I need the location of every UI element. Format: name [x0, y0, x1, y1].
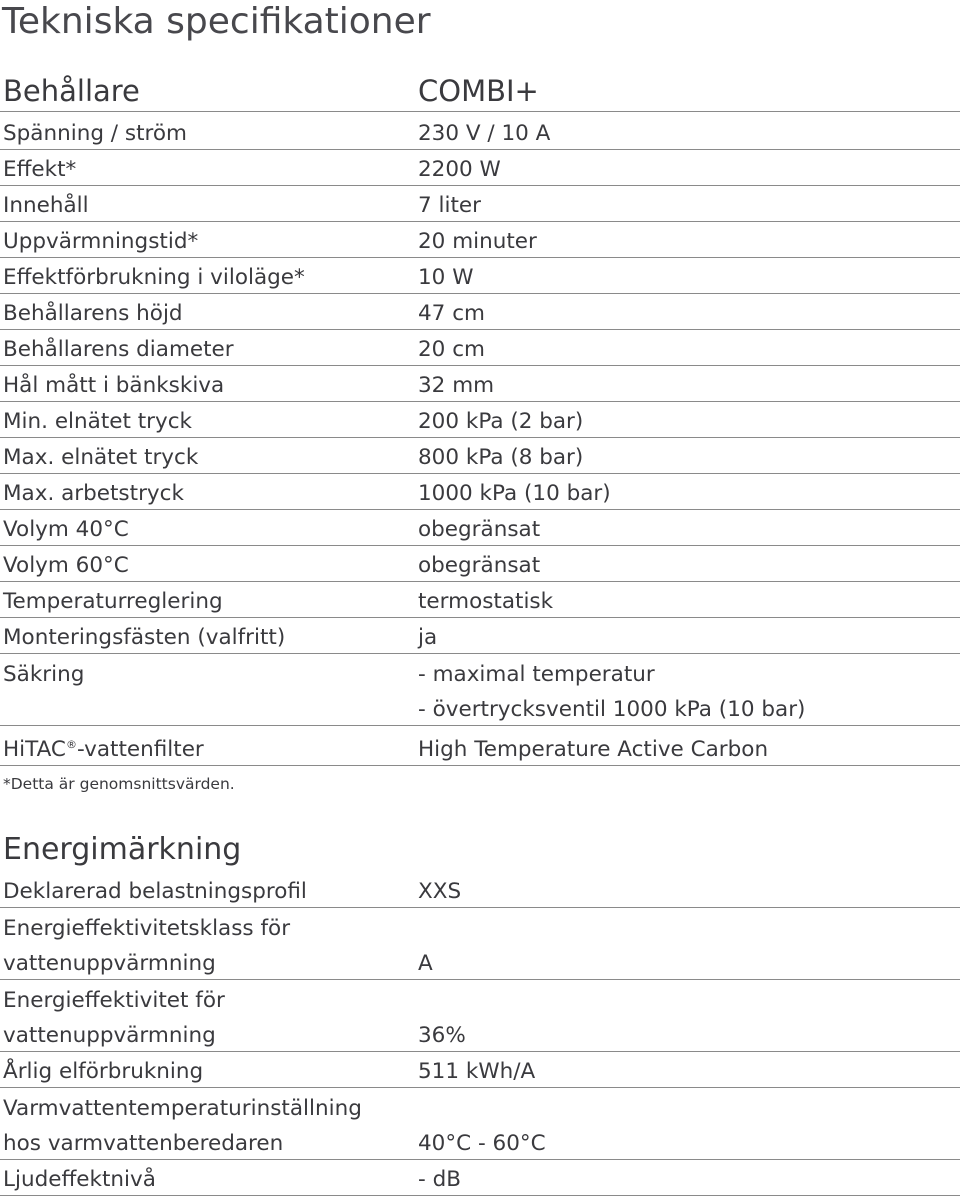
- spec-value: 10 W: [418, 265, 474, 290]
- spec-label: Uppvärmningstid*: [3, 229, 199, 254]
- energy-label: Varmvattentemperaturinställning: [3, 1096, 362, 1121]
- energy-section-title: Energimärkning: [3, 832, 242, 867]
- spec-value: 1000 kPa (10 bar): [418, 481, 611, 506]
- spec-label: Temperaturreglering: [3, 589, 223, 614]
- spec-value: High Temperature Active Carbon: [418, 737, 769, 762]
- energy-row: [0, 1088, 960, 1124]
- spec-label: Hål mått i bänkskiva: [3, 373, 225, 398]
- energy-value: - dB: [418, 1167, 461, 1192]
- spec-label: Monteringsfästen (valfritt): [3, 625, 286, 650]
- spec-row: [0, 222, 960, 258]
- energy-value: XXS: [418, 879, 462, 904]
- specs-header-label: Behållare: [3, 74, 140, 108]
- spec-value: - maximal temperatur: [418, 662, 655, 687]
- spec-value: obegränsat: [418, 517, 541, 542]
- spec-label: [3, 737, 204, 762]
- energy-label: vattenuppvärmning: [3, 1023, 216, 1048]
- spec-value: 230 V / 10 A: [418, 121, 551, 146]
- spec-row: [0, 618, 960, 654]
- spec-row: [0, 582, 960, 618]
- energy-value: A: [418, 951, 433, 976]
- spec-value: 2200 W: [418, 157, 501, 182]
- spec-row: [0, 510, 960, 546]
- energy-row: [0, 1124, 960, 1160]
- spec-row: [0, 690, 960, 726]
- spec-row: [0, 186, 960, 222]
- energy-value: 511 kWh/A: [418, 1059, 536, 1084]
- energy-label: Deklarerad belastningsprofil: [3, 879, 307, 904]
- energy-label: Energieffektivitet för: [3, 988, 225, 1013]
- spec-value: 7 liter: [418, 193, 481, 218]
- spec-row: [0, 150, 960, 186]
- page-title: Tekniska specifikationer: [2, 1, 431, 42]
- spec-label: Innehåll: [3, 193, 89, 218]
- spec-value: termostatisk: [418, 589, 554, 614]
- spec-row: [0, 114, 960, 150]
- spec-value: 800 kPa (8 bar): [418, 445, 584, 470]
- spec-value: - övertrycksventil 1000 kPa (10 bar): [418, 697, 806, 722]
- spec-row: [0, 330, 960, 366]
- spec-value: 20 cm: [418, 337, 485, 362]
- spec-label: Säkring: [3, 662, 85, 687]
- spec-value: ja: [418, 625, 438, 650]
- energy-label: vattenuppvärmning: [3, 951, 216, 976]
- spec-label: Max. arbetstryck: [3, 481, 184, 506]
- energy-row: [0, 872, 960, 908]
- spec-row: [0, 366, 960, 402]
- energy-value: 40°C - 60°C: [418, 1131, 546, 1156]
- spec-label: Spänning / ström: [3, 121, 187, 146]
- spec-label: Min. elnätet tryck: [3, 409, 193, 434]
- registered-mark: ®: [65, 738, 77, 751]
- energy-row: [0, 944, 960, 980]
- spec-row: [0, 474, 960, 510]
- spec-label: Volym 40°C: [3, 517, 129, 542]
- specs-header-value: COMBI+: [418, 74, 539, 108]
- energy-label: Ljudeffektnivå: [3, 1167, 156, 1192]
- spec-value: obegränsat: [418, 553, 541, 578]
- spec-label: Max. elnätet tryck: [3, 445, 199, 470]
- spec-label: Behållarens höjd: [3, 301, 183, 326]
- energy-row: [0, 1160, 960, 1196]
- energy-row: [0, 908, 960, 944]
- spec-row: [0, 654, 960, 690]
- spec-row-hitac: [0, 730, 960, 766]
- energy-label: hos varmvattenberedaren: [3, 1131, 284, 1156]
- spec-row: [0, 402, 960, 438]
- spec-label: Behållarens diameter: [3, 337, 234, 362]
- spec-row: [0, 546, 960, 582]
- energy-label: Årlig elförbrukning: [3, 1059, 204, 1084]
- spec-row: [0, 438, 960, 474]
- spec-value: 200 kPa (2 bar): [418, 409, 584, 434]
- energy-row: [0, 1016, 960, 1052]
- spec-row: [0, 294, 960, 330]
- spec-value: 20 minuter: [418, 229, 537, 254]
- spec-value: 32 mm: [418, 373, 495, 398]
- energy-label: Energieffektivitetsklass för: [3, 916, 291, 941]
- energy-value: 36%: [418, 1023, 466, 1048]
- footnote: *Detta är genomsnittsvärden.: [3, 775, 235, 793]
- energy-row: [0, 1052, 960, 1088]
- spec-label: Volym 60°C: [3, 553, 129, 578]
- specs-header-row: [0, 76, 960, 112]
- spec-label: Effektförbrukning i viloläge*: [3, 265, 305, 290]
- spec-row: [0, 258, 960, 294]
- spec-value: 47 cm: [418, 301, 485, 326]
- hitac-suffix: -vattenfilter: [76, 737, 204, 762]
- hitac-name: HiTAC: [3, 737, 66, 762]
- spec-label: Effekt*: [3, 157, 77, 182]
- energy-row: [0, 980, 960, 1016]
